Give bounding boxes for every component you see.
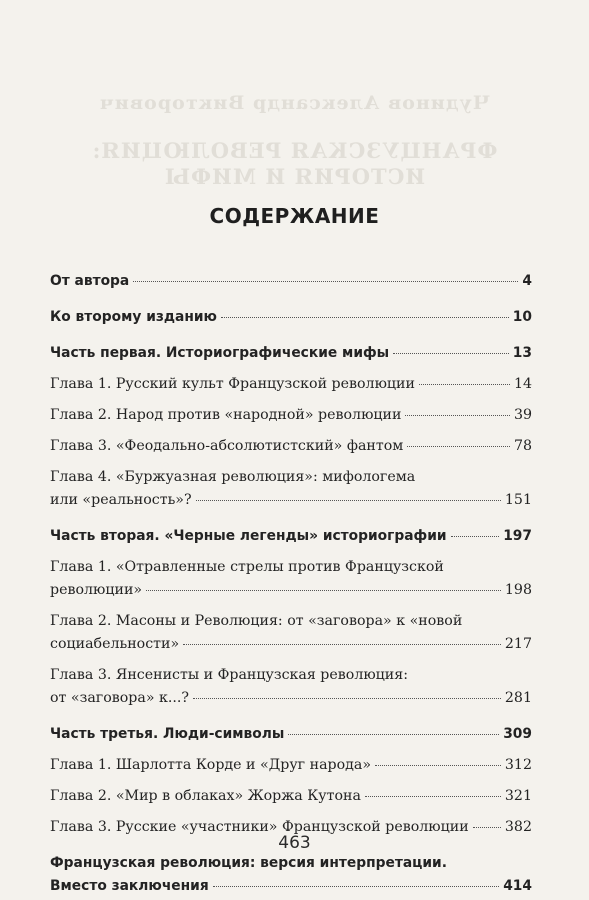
bleed-through-text: ФРАНЦУЗСКАЯ РЕВОЛЮЦИЯ: [91,138,498,163]
entry-page: 197 [503,528,532,544]
entry-title: Ко второму изданию [50,309,217,325]
toc-entry[interactable] [50,373,532,396]
toc-entry[interactable] [50,664,532,710]
entry-title-line: Глава 1. «Отравленные стрелы против Французской [50,559,444,575]
entry-title: Глава 1. Русский культ Французской революции [50,376,415,392]
leader-dots [451,536,500,537]
contents-heading: СОДЕРЖАНИЕ [209,204,380,228]
entry-page: 382 [504,819,532,835]
entry-title: Глава 2. Народ против «народной» революции [50,407,402,423]
toc-entry[interactable] [50,852,532,898]
entry-page: 309 [503,726,532,742]
entry-page: 10 [512,309,532,325]
entry-title-line: Французская революция: версия интерпретации. [50,855,447,871]
entry-page: 4 [522,273,532,289]
entry-title: Глава 3. Русские «участники» Французской революции [50,819,469,835]
toc-entry[interactable] [50,785,532,808]
leader-dots [393,353,509,354]
leader-dots [375,765,501,766]
entry-page: 39 [513,407,532,423]
leader-dots [405,415,509,416]
page-number: 463 [278,833,311,853]
leader-dots [473,827,501,828]
entry-page: 321 [504,788,532,804]
leader-dots [213,886,499,887]
entry-title: Глава 3. «Феодально-абсолютистский» фантом [50,438,404,454]
leader-dots [288,734,499,735]
entry-title: Глава 1. Шарлотта Корде и «Друг народа» [50,757,372,773]
toc-entry[interactable] [50,404,532,427]
entry-title: Глава 2. «Мир в облаках» Жоржа Кутона [50,788,361,804]
entry-title: От автора [50,273,130,289]
leader-dots [146,590,501,591]
toc-entry[interactable] [50,306,532,329]
leader-dots [419,384,510,385]
toc-entry[interactable] [50,556,532,602]
entry-page: 78 [513,438,532,454]
entry-page: 151 [504,492,532,508]
toc-entry[interactable] [50,435,532,458]
entry-title: Часть третья. Люди-символы [50,726,285,742]
entry-page: 281 [504,690,532,706]
entry-title: от «заговора» к...? [50,690,190,706]
entry-page: 312 [504,757,532,773]
leader-dots [196,500,501,501]
entry-title: социабельности» [50,636,180,652]
entry-title: Часть первая. Историографические мифы [50,345,390,361]
leader-dots [365,796,501,797]
leader-dots [193,698,501,699]
entry-page: 217 [504,636,532,652]
bleed-through-text: ИСТОРИЯ И МИФЫ [163,164,426,189]
table-of-contents [50,270,532,898]
toc-entry[interactable] [50,270,532,293]
entry-page: 13 [512,345,532,361]
entry-title-line: Глава 3. Янсенисты и Французская революция: [50,667,408,683]
leader-dots [407,446,510,447]
entry-title-line: Глава 2. Масоны и Революция: от «заговора» к «новой [50,613,463,629]
entry-title: революции» [50,582,143,598]
entry-title: или «реальность»? [50,492,192,508]
entry-page: 14 [513,376,532,392]
bleed-through-text: Чудинов Александр Викторович [98,92,491,114]
entry-title-line: Глава 4. «Буржуазная революция»: мифологема [50,469,416,485]
leader-dots [221,317,509,318]
toc-entry[interactable] [50,466,532,512]
entry-title: Вместо заключения [50,878,209,894]
toc-entry[interactable] [50,342,532,365]
entry-page: 198 [504,582,532,598]
entry-page: 414 [503,878,532,894]
toc-entry[interactable] [50,723,532,746]
leader-dots [133,281,518,282]
leader-dots [183,644,501,645]
entry-title: Часть вторая. «Черные легенды» историографии [50,528,447,544]
toc-entry[interactable] [50,525,532,548]
toc-entry[interactable] [50,610,532,656]
toc-entry[interactable] [50,754,532,777]
